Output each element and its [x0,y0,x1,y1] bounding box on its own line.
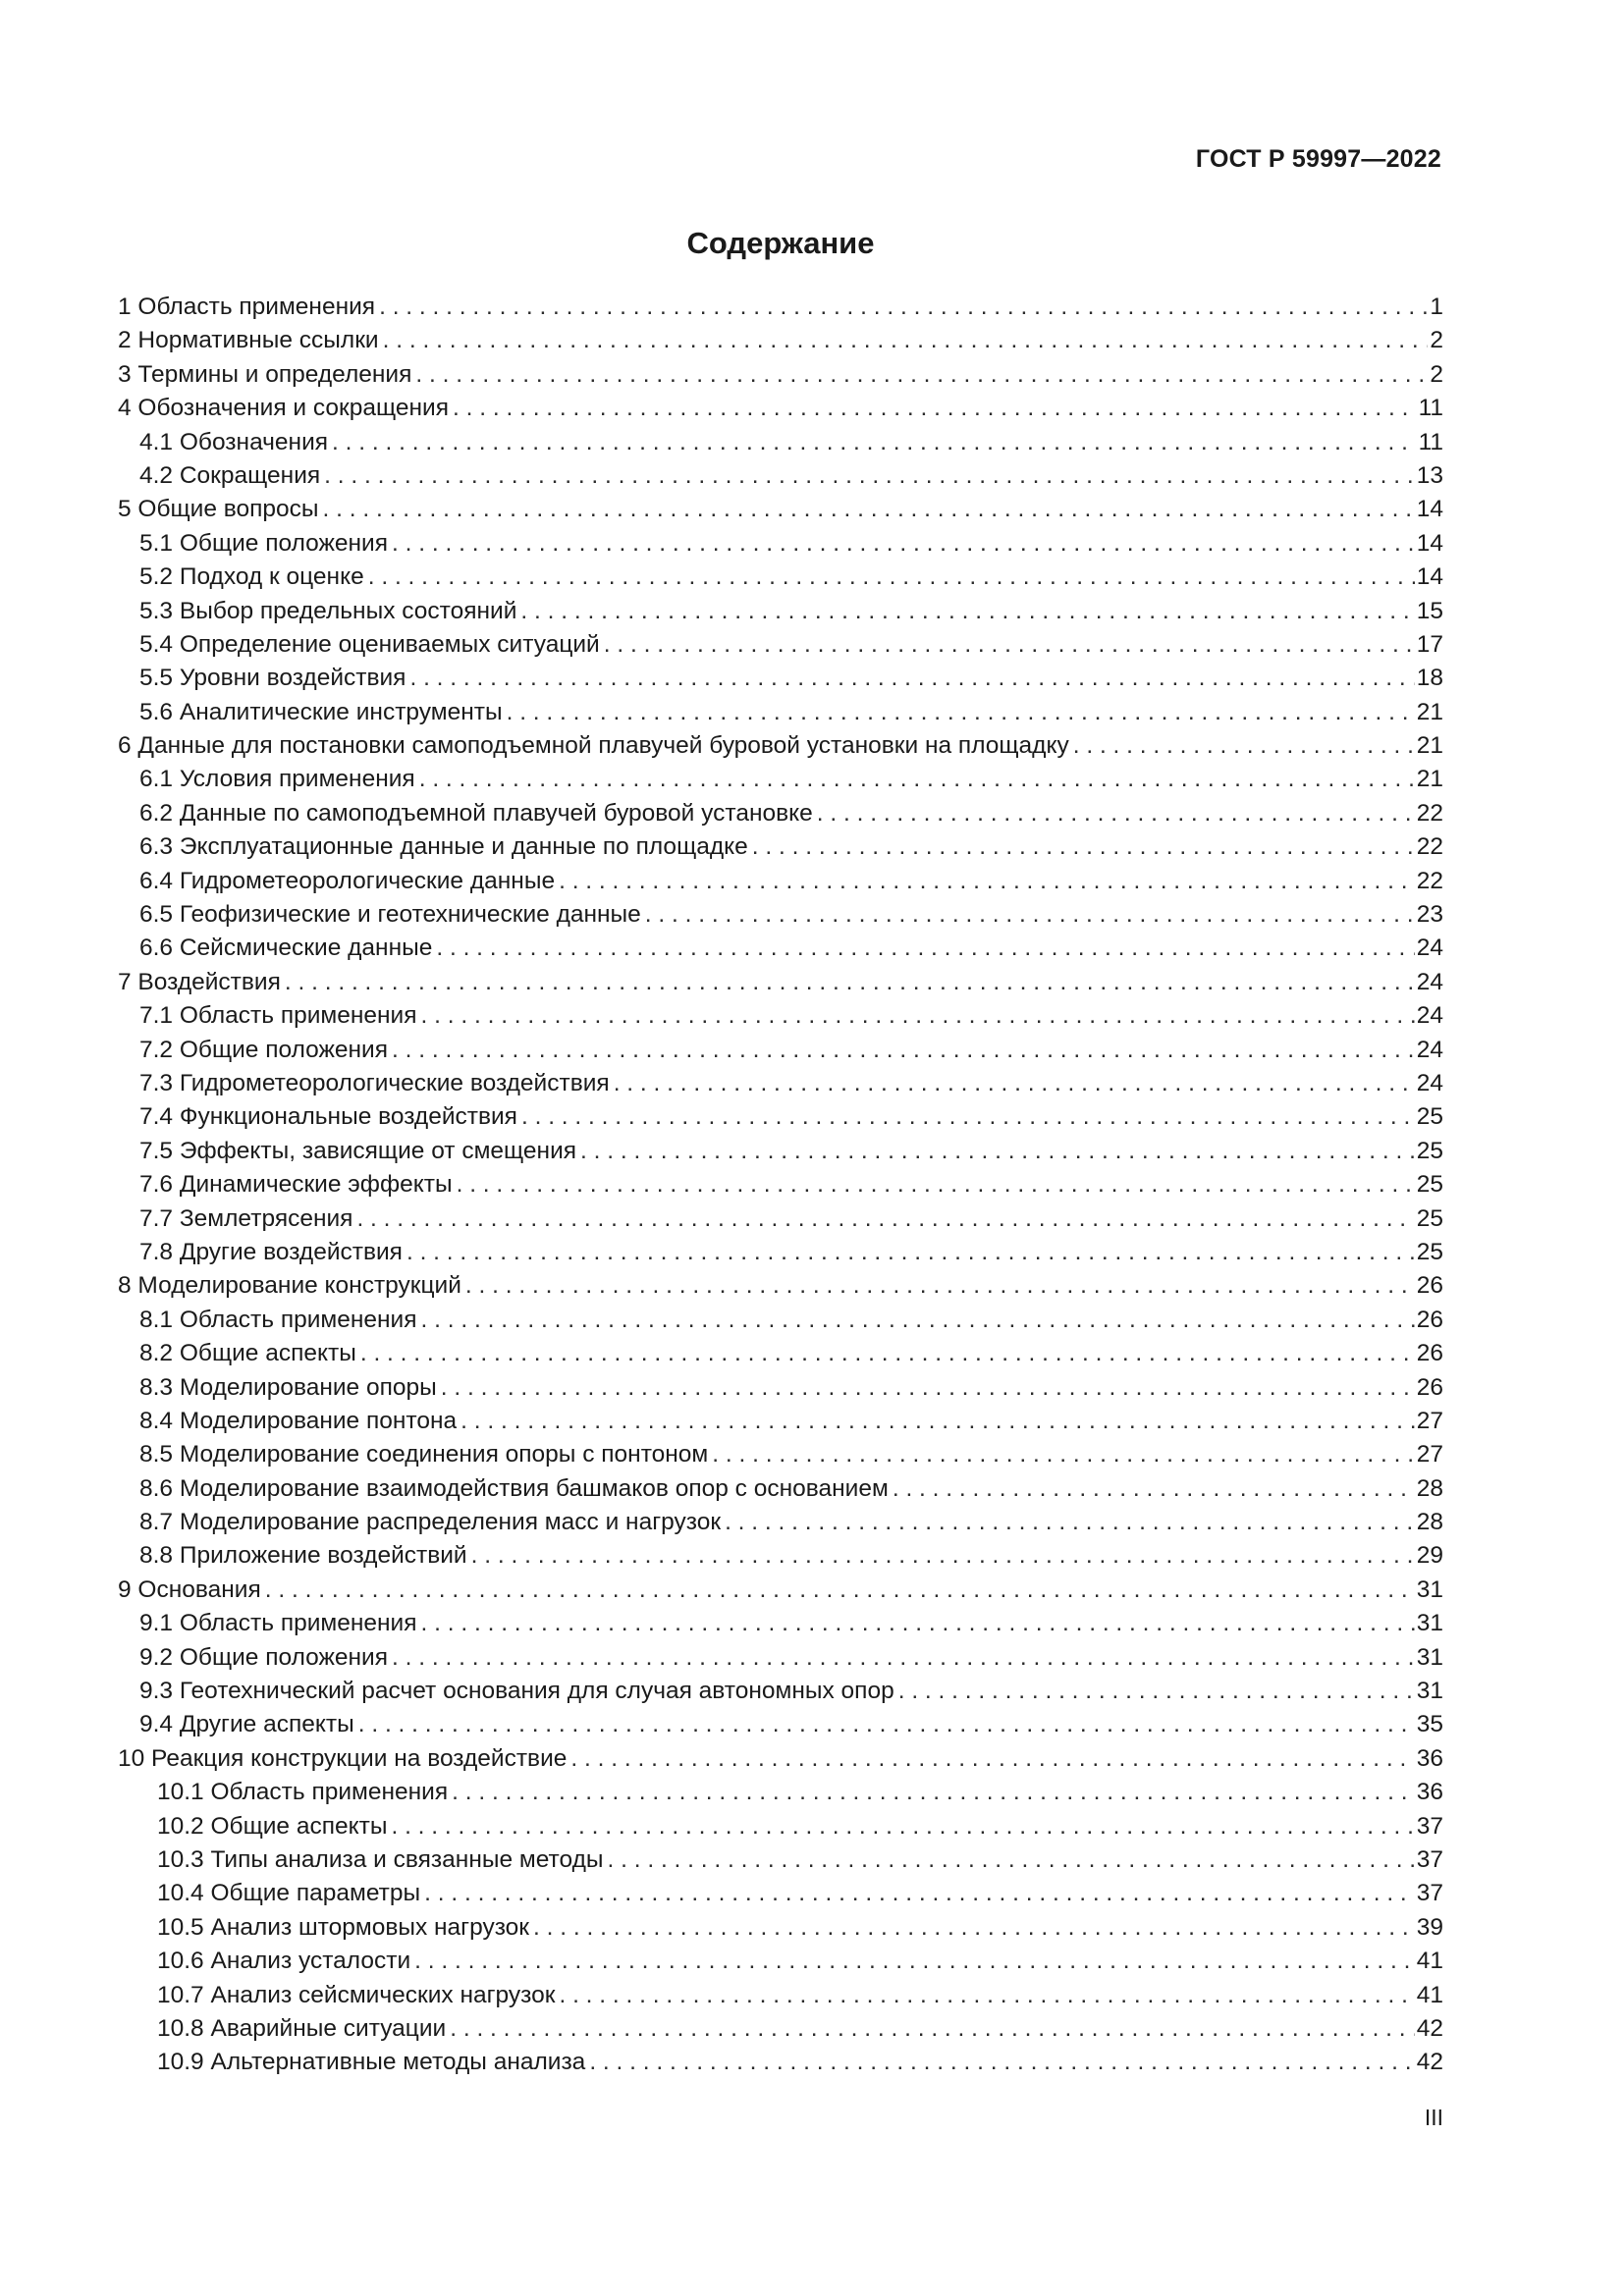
toc-dot-leader [725,1506,1415,1539]
toc-entry[interactable] [118,1506,1443,1539]
toc-entry-page: 24 [1416,934,1443,962]
toc-dot-leader [614,1067,1415,1100]
toc-dot-leader [379,291,1428,324]
toc-entry-label: 6 Данные для постановки самоподъемной плавучей буровой установки на площадку [118,732,1069,760]
toc-dot-leader [604,628,1415,662]
toc-dot-leader [1073,729,1415,763]
toc-entry-label: 9.4 Другие аспекты [139,1711,354,1738]
toc-entry-label: 10.8 Аварийные ситуации [157,2014,447,2042]
toc-entry-label: 4.1 Обозначения [139,428,329,455]
toc-entry-page: 2 [1430,327,1443,354]
toc-dot-leader [507,696,1415,729]
toc-entry-page: 29 [1416,1542,1443,1570]
toc-entry-label: 8.5 Моделирование соединения опоры с понтоном [139,1441,709,1468]
toc-entry[interactable] [118,358,1443,392]
toc-entry-label: 7.1 Область применения [139,1002,417,1030]
toc-entry-page: 18 [1416,665,1443,692]
toc-dot-leader [419,763,1415,796]
toc-entry[interactable] [118,1641,1443,1675]
toc-dot-leader [521,1100,1415,1134]
toc-entry[interactable] [118,865,1443,898]
toc-entry-page: 41 [1416,1981,1443,2008]
toc-entry[interactable] [118,1405,1443,1438]
toc-entry-label: 6.6 Сейсмические данные [139,934,433,962]
toc-dot-leader [817,797,1415,830]
toc-entry-page: 24 [1416,968,1443,995]
toc-entry-page: 27 [1416,1441,1443,1468]
toc-dot-leader [465,1269,1415,1303]
toc-entry-label: 9.1 Область применения [139,1610,417,1637]
toc-entry-page: 36 [1416,1779,1443,1806]
toc-dot-leader [392,1034,1415,1067]
toc-entry-label: 2 Нормативные ссылки [118,327,379,354]
toc-entry-page: 14 [1416,496,1443,523]
toc-entry-label: 8 Моделирование конструкций [118,1272,461,1300]
toc-entry[interactable] [118,426,1443,459]
toc-entry[interactable] [118,932,1443,965]
toc-entry[interactable] [118,1945,1443,1978]
toc-entry[interactable] [118,1843,1443,1877]
toc-entry-label: 1 Область применения [118,294,376,320]
toc-entry-label: 4 Обозначения и сокращения [118,395,450,422]
toc-dot-leader [436,932,1414,965]
toc-dot-leader [285,966,1415,999]
toc-entry-page: 24 [1416,1069,1443,1096]
toc-entry-label: 8.1 Область применения [139,1306,417,1333]
toc-entry[interactable] [118,797,1443,830]
toc-entry[interactable] [118,392,1443,425]
toc-entry-label: 3 Термины и определения [118,360,412,388]
toc-entry[interactable] [118,1304,1443,1337]
toc-entry-label: 7.2 Общие положения [139,1036,389,1063]
toc-entry-label: 7.5 Эффекты, зависящие от смещения [139,1137,577,1164]
toc-entry-page: 2 [1430,360,1443,388]
toc-entry-page: 31 [1416,1575,1443,1603]
toc-entry-label: 7.8 Другие воздействия [139,1238,403,1265]
toc-dot-leader [570,1742,1414,1776]
toc-entry-page: 13 [1416,461,1443,489]
toc-entry-page: 39 [1416,1913,1443,1941]
toc-entry[interactable] [118,324,1443,357]
toc-dot-leader [453,392,1417,425]
toc-dot-leader [460,1405,1415,1438]
toc-entry-label: 10.4 Общие параметры [157,1880,421,1907]
toc-entry[interactable] [118,1472,1443,1506]
toc-entry-page: 26 [1416,1340,1443,1367]
toc-entry-label: 8.2 Общие аспекты [139,1340,356,1367]
toc-entry-page: 22 [1416,799,1443,827]
page-number: III [1424,2105,1443,2130]
toc-entry[interactable] [118,1810,1443,1843]
toc-entry[interactable] [118,1269,1443,1303]
toc-dot-leader [392,1641,1415,1675]
toc-entry-label: 6.1 Условия применения [139,766,415,793]
toc-dot-leader [607,1843,1414,1877]
toc-entry-label: 6.4 Гидрометеорологические данные [139,867,556,894]
toc-entry-page: 21 [1416,698,1443,725]
toc-entry[interactable] [118,628,1443,662]
toc-dot-leader [406,1236,1415,1269]
toc-entry[interactable] [118,696,1443,729]
toc-dot-leader [441,1371,1415,1405]
toc-entry-page: 22 [1416,833,1443,861]
toc-dot-leader [589,2046,1414,2079]
toc-entry[interactable] [118,1675,1443,1708]
toc-dot-leader [356,1202,1414,1236]
toc-entry-page: 25 [1416,1103,1443,1131]
toc-entry-page: 15 [1416,597,1443,624]
toc-entry-page: 14 [1416,529,1443,557]
toc-entry-page: 35 [1416,1711,1443,1738]
toc-entry-page: 25 [1416,1137,1443,1164]
toc-dot-leader [358,1708,1415,1741]
toc-entry[interactable] [118,1034,1443,1067]
toc-entry-label: 5 Общие вопросы [118,496,319,523]
toc-entry[interactable] [118,2046,1443,2079]
toc-entry-page: 37 [1416,1812,1443,1840]
toc-entry-page: 28 [1416,1474,1443,1502]
toc-entry-label: 5.1 Общие положения [139,529,389,557]
toc-entry[interactable] [118,1337,1443,1370]
toc-entry[interactable] [118,763,1443,796]
toc-dot-leader [332,426,1417,459]
toc-entry[interactable] [118,527,1443,561]
toc-entry-label: 10.5 Анализ штормовых нагрузок [157,1913,530,1941]
toc-entry[interactable] [118,1438,1443,1471]
toc-entry[interactable] [118,1236,1443,1269]
toc-entry-label: 6.2 Данные по самоподъемной плавучей буровой установке [139,799,813,827]
toc-entry-page: 37 [1416,1845,1443,1873]
toc-entry-label: 10.3 Типы анализа и связанные методы [157,1845,604,1873]
toc-entry-page: 31 [1416,1643,1443,1671]
toc-entry-label: 10.1 Область применения [157,1779,449,1806]
toc-entry-label: 8.6 Моделирование взаимодействия башмаков опор с основанием [139,1474,889,1502]
toc-entry[interactable] [118,1100,1443,1134]
toc-entry-page: 1 [1430,294,1443,320]
toc-entry[interactable] [118,1371,1443,1405]
toc-dot-leader [520,595,1414,628]
toc-entry[interactable] [118,1574,1443,1607]
toc-entry-label: 9 Основания [118,1575,261,1603]
toc-dot-leader [392,527,1415,561]
toc-entry-page: 28 [1416,1509,1443,1536]
toc-entry[interactable] [118,291,1443,324]
toc-entry-label: 7.3 Гидрометеорологические воздействия [139,1069,610,1096]
toc-entry-page: 21 [1416,766,1443,793]
toc-dot-leader [360,1337,1415,1370]
toc-dot-leader [533,1911,1415,1945]
toc-entry[interactable] [118,1742,1443,1776]
toc-entry[interactable] [118,830,1443,864]
toc-entry[interactable] [118,561,1443,594]
toc-dot-leader [580,1135,1415,1168]
toc-entry-label: 10.6 Анализ усталости [157,1948,411,1975]
toc-entry-label: 7.6 Динамические эффекты [139,1171,453,1199]
toc-entry[interactable] [118,1067,1443,1100]
toc-entry-page: 14 [1416,563,1443,591]
toc-entry-label: 10.2 Общие аспекты [157,1812,388,1840]
toc-entry-page: 25 [1416,1171,1443,1199]
toc-entry-label: 7.4 Функциональные воздействия [139,1103,517,1131]
toc-entry-label: 7.7 Землетрясения [139,1204,353,1232]
toc-entry-label: 4.2 Сокращения [139,461,321,489]
toc-entry[interactable] [118,1135,1443,1168]
toc-entry-page: 41 [1416,1948,1443,1975]
toc-entry[interactable] [118,729,1443,763]
toc-dot-leader [457,1168,1415,1201]
toc-entry[interactable] [118,2012,1443,2046]
toc-entry-page: 24 [1416,1036,1443,1063]
toc-entry-page: 36 [1416,1744,1443,1772]
toc-entry-label: 6.3 Эксплуатационные данные и данные по площадке [139,833,748,861]
toc-entry-label: 8.3 Моделирование опоры [139,1373,437,1401]
toc-dot-leader [452,1776,1415,1809]
toc-entry-page: 22 [1416,867,1443,894]
toc-entry-label: 9.3 Геотехнический расчет основания для случая автономных опор [139,1678,894,1705]
toc-dot-leader [421,999,1415,1033]
toc-entry-page: 24 [1416,1002,1443,1030]
toc-entry[interactable] [118,595,1443,628]
toc-entry-page: 42 [1416,2014,1443,2042]
toc-entry-label: 5.4 Определение оцениваемых ситуаций [139,630,600,658]
toc-dot-leader [898,1675,1415,1708]
toc-entry-label: 10.7 Анализ сейсмических нагрузок [157,1981,556,2008]
toc-entry-page: 26 [1416,1272,1443,1300]
toc-entry-label: 5.3 Выбор предельных состояний [139,597,517,624]
toc-entry-label: 10.9 Альтернативные методы анализа [157,2049,586,2076]
toc-entry-label: 5.5 Уровни воздействия [139,665,406,692]
toc-entry-label: 5.2 Подход к оценке [139,563,364,591]
toc-entry[interactable] [118,459,1443,493]
toc-entry-page: 21 [1416,732,1443,760]
toc-dot-leader [368,561,1415,594]
toc-entry-page: 42 [1416,2049,1443,2076]
toc-entry-page: 27 [1416,1407,1443,1434]
toc-dot-leader [421,1304,1415,1337]
toc-entry-page: 31 [1416,1678,1443,1705]
toc-dot-leader [752,830,1415,864]
toc-entry[interactable] [118,898,1443,932]
toc-entry-page: 25 [1416,1204,1443,1232]
toc-dot-leader [323,493,1415,526]
toc-entry-label: 8.8 Приложение воздействий [139,1542,467,1570]
toc-dot-leader [383,324,1429,357]
toc-entry-page: 23 [1416,901,1443,929]
toc-dot-leader [424,1877,1415,1910]
toc-entry[interactable] [118,1979,1443,2012]
toc-entry-page: 11 [1418,428,1443,455]
toc-entry-page: 25 [1416,1238,1443,1265]
toc-entry-page: 31 [1416,1610,1443,1637]
toc-entry[interactable] [118,493,1443,526]
toc-entry-label: 9.2 Общие положения [139,1643,389,1671]
toc-dot-leader [712,1438,1414,1471]
toc-entry[interactable] [118,1708,1443,1741]
toc-dot-leader [324,459,1415,493]
toc-dot-leader [645,898,1415,932]
toc-dot-leader [265,1574,1415,1607]
toc-title: Содержание [686,226,875,260]
toc-dot-leader [409,662,1414,695]
toc-entry-label: 10 Реакция конструкции на воздействие [118,1744,568,1772]
toc-entry[interactable] [118,999,1443,1033]
toc-entry-label: 7 Воздействия [118,968,281,995]
toc-entry-label: 8.7 Моделирование распределения масс и нагрузок [139,1509,722,1536]
document-code: ГОСТ Р 59997—2022 [1195,145,1441,173]
toc-dot-leader [450,2012,1415,2046]
toc-entry[interactable] [118,1607,1443,1640]
toc-dot-leader [471,1539,1415,1573]
toc-entry[interactable] [118,1877,1443,1910]
table-of-contents [118,291,1443,2080]
toc-entry-page: 26 [1416,1306,1443,1333]
toc-entry[interactable] [118,662,1443,695]
toc-dot-leader [415,358,1428,392]
toc-entry-label: 8.4 Моделирование понтона [139,1407,458,1434]
toc-dot-leader [559,865,1415,898]
toc-entry[interactable] [118,1168,1443,1201]
toc-entry-page: 26 [1416,1373,1443,1401]
toc-entry[interactable] [118,1202,1443,1236]
toc-dot-leader [414,1945,1415,1978]
toc-entry-label: 5.6 Аналитические инструменты [139,698,503,725]
toc-dot-leader [391,1810,1414,1843]
toc-entry[interactable] [118,1911,1443,1945]
toc-dot-leader [893,1472,1415,1506]
toc-entry[interactable] [118,1539,1443,1573]
toc-entry-page: 37 [1416,1880,1443,1907]
toc-entry[interactable] [118,966,1443,999]
toc-entry-page: 17 [1416,630,1443,658]
toc-entry-label: 6.5 Геофизические и геотехнические данные [139,901,641,929]
toc-entry[interactable] [118,1776,1443,1809]
toc-dot-leader [421,1607,1415,1640]
toc-dot-leader [559,1979,1414,2012]
toc-entry-page: 11 [1418,395,1443,422]
